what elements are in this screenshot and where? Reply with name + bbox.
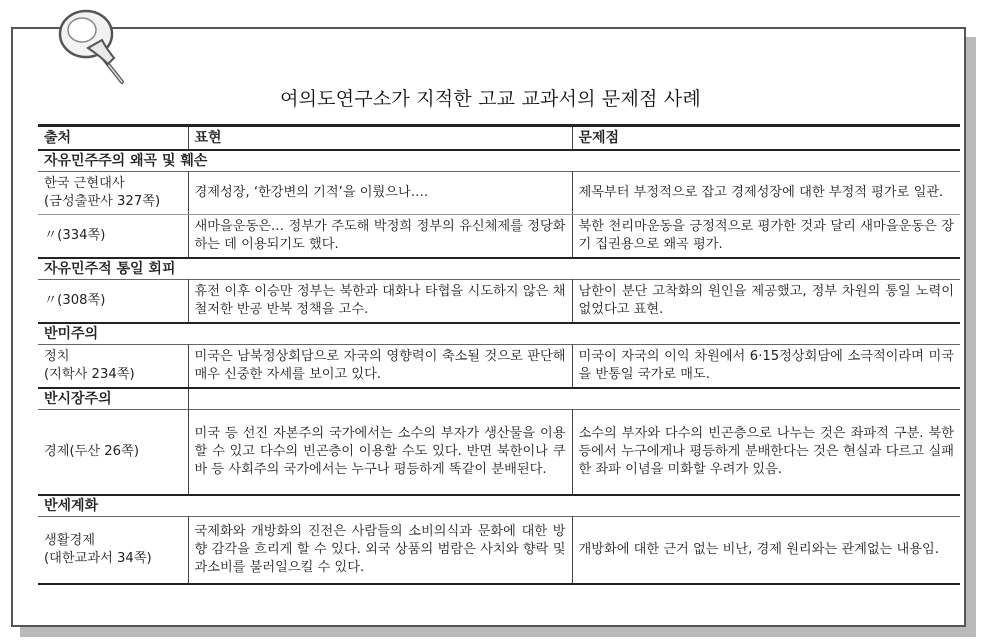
source-line: (금성출판사 327쪽) <box>44 194 161 209</box>
category-label: 자유민주적 통일 회피 <box>44 261 176 277</box>
textbook-issues-table <box>38 124 960 585</box>
category-label: 자유민주주의 왜곡 및 훼손 <box>44 153 208 169</box>
pushpin-icon <box>48 2 138 90</box>
table-row <box>38 215 960 259</box>
table-row <box>38 410 960 496</box>
source-cell <box>38 172 188 215</box>
header-problem: 문제점 <box>572 126 960 151</box>
expression-cell: 새마을운동은… 정부가 주도해 박정희 정부의 유신체제를 정당화하는 데 이용되기도 했다. <box>188 215 572 259</box>
source-line: (지학사 234쪽) <box>44 367 135 382</box>
problem-cell: 북한 천리마운동을 긍정적으로 평가한 것과 달리 새마을운동은 장기 집권용으로 왜곡 평가. <box>572 215 960 259</box>
source-cell: 경제(두산 26쪽) <box>38 410 188 496</box>
category-label: 반시장주의 <box>44 391 112 407</box>
expression-cell: 미국은 남북정상회담으로 자국의 영향력이 축소될 것으로 판단해 매우 신중한 자세를 보이고 있다. <box>188 345 572 389</box>
problem-cell: 미국이 자국의 이익 차원에서 6·15정상회담에 소극적이라며 미국을 반통일 국가로 매도. <box>572 345 960 389</box>
expression-cell: 경제성장, ‘한강변의 기적’을 이뤘으나…. <box>188 172 572 215</box>
table-header-row <box>38 126 960 151</box>
table-row <box>38 172 960 215</box>
category-empty-cell <box>572 388 960 410</box>
problem-cell: 개방화에 대한 근거 없는 비난, 경제 원리와는 관계없는 내용임. <box>572 517 960 585</box>
category-row <box>38 388 960 410</box>
table-row <box>38 517 960 585</box>
source-line: 한국 근현대사 <box>44 176 125 191</box>
category-row <box>38 150 960 172</box>
expression-cell: 미국 등 선진 자본주의 국가에서는 소수의 부자가 생산물을 이용할 수 있고 다수의 빈곤층이 이용할 수도 있다. 반면 북한이나 쿠바 등 사회주의 국가에서는 누구나 평등하게 똑같이 분배된다. <box>188 410 572 496</box>
header-source: 출처 <box>44 130 72 146</box>
source-line: 정치 <box>44 349 70 364</box>
category-row <box>38 258 960 280</box>
problem-cell: 소수의 부자와 다수의 빈곤층으로 나누는 것은 좌파적 구분. 북한 등에서 누구에게나 평등하게 분배한다는 것은 현실과 다르고 실패한 좌파 이념을 미화할 우려가 있음. <box>572 410 960 496</box>
source-cell: 〃(334쪽) <box>38 215 188 259</box>
source-line: (대한교과서 34쪽) <box>44 551 152 566</box>
category-row <box>38 323 960 345</box>
header-expression: 표현 <box>188 126 572 151</box>
category-empty-cell <box>188 388 572 410</box>
source-cell <box>38 345 188 389</box>
table-row <box>38 345 960 389</box>
source-cell: 〃(308쪽) <box>38 280 188 324</box>
document-title: 여의도연구소가 지적한 고교 교과서의 문제점 사례 <box>280 88 701 110</box>
problem-cell: 남한이 분단 고착화의 원인을 제공했고, 정부 차원의 통일 노력이 없었다고 표현. <box>572 280 960 324</box>
source-line: 생활경제 <box>44 533 95 548</box>
table-row <box>38 280 960 324</box>
source-cell <box>38 517 188 585</box>
problem-cell: 제목부터 부정적으로 잡고 경제성장에 대한 부정적 평가로 일관. <box>572 172 960 215</box>
document-card <box>11 27 966 627</box>
category-label: 반세계화 <box>44 498 99 514</box>
expression-cell: 휴전 이후 이승만 정부는 북한과 대화나 타협을 시도하지 않은 채 철저한 반공 반북 정책을 고수. <box>188 280 572 324</box>
expression-cell: 국제화와 개방화의 진전은 사람들의 소비의식과 문화에 대한 방향 감각을 흐리게 할 수 있다. 외국 상품의 범람은 사치와 향락 및 과소비를 불러일으킬 수 있다. <box>188 517 572 585</box>
category-row <box>38 495 960 517</box>
category-label: 반미주의 <box>44 326 99 342</box>
